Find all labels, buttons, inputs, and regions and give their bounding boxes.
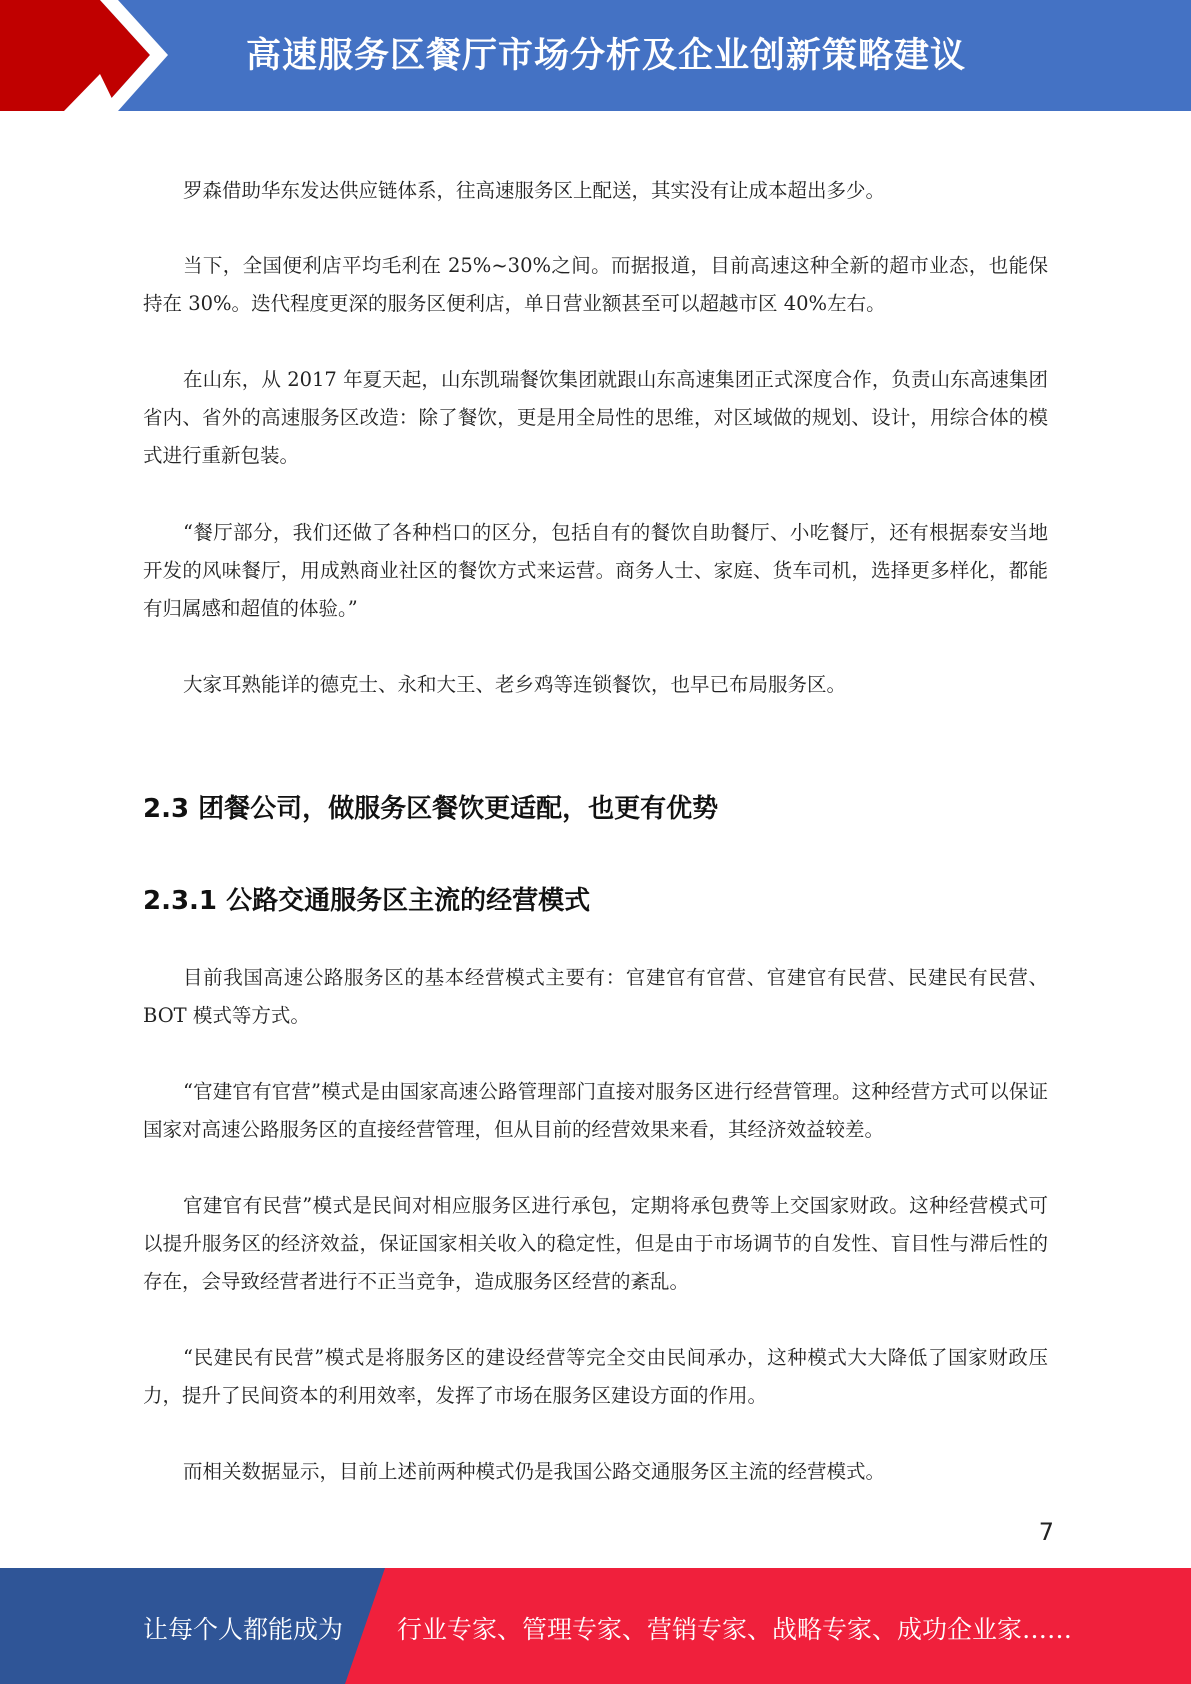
section-heading: 2.3 团餐公司，做服务区餐饮更适配，也更有优势 — [143, 794, 719, 824]
paragraph: “民建民有民营”模式是将服务区的建设经营等完全交由民间承办，这种模式大大降低了国家财政压力，提升了民间资本的利用效率，发挥了市场在服务区建设方面的作用。 — [143, 1346, 1048, 1407]
page-number: 7 — [1038, 1518, 1054, 1546]
page-footer — [0, 1568, 1191, 1684]
paragraph: 罗森借助华东发达供应链体系，往高速服务区上配送，其实没有让成本超出多少。 — [183, 179, 886, 202]
paragraph: 官建官有民营”模式是民间对相应服务区进行承包，定期将承包费等上交国家财政。这种经营模式可以提升服务区的经济效益，保证国家相关收入的稳定性，但是由于市场调节的自发性、盲目性与滞后性的存在，会导致经营者进行不正当竞争，造成服务区经营的紊乱。 — [143, 1194, 1048, 1293]
footer-slogan-left: 让每个人都能成为 — [143, 1615, 344, 1644]
page-header — [0, 0, 1191, 111]
footer-slogan-right: 行业专家、管理专家、营销专家、战略专家、成功企业家…… — [397, 1615, 1073, 1644]
paragraph: “餐厅部分，我们还做了各种档口的区分，包括自有的餐饮自助餐厅、小吃餐厅，还有根据泰安当地开发的风味餐厅，用成熟商业社区的餐饮方式来运营。商务人士、家庭、货车司机，选择更多样化，都能有归属感和超值的体验。” — [143, 521, 1048, 620]
paragraph: 而相关数据显示，目前上述前两种模式仍是我国公路交通服务区主流的经营模式。 — [183, 1460, 886, 1483]
paragraph: “官建官有官营”模式是由国家高速公路管理部门直接对服务区进行经营管理。这种经营方式可以保证国家对高速公路服务区的直接经营管理，但从目前的经营效果来看，其经济效益较差。 — [143, 1080, 1048, 1141]
subsection-heading: 2.3.1 公路交通服务区主流的经营模式 — [143, 886, 591, 916]
paragraph: 大家耳熟能详的德克士、永和大王、老乡鸡等连锁餐饮，也早已布局服务区。 — [183, 673, 847, 696]
paragraph: 目前我国高速公路服务区的基本经营模式主要有：官建官有官营、官建官有民营、民建民有民营、BOT 模式等方式。 — [143, 966, 1048, 1027]
paragraph: 当下，全国便利店平均毛利在 25%~30%之间。而据报道，目前高速这种全新的超市业态，也能保持在 30%。迭代程度更深的服务区便利店，单日营业额甚至可以超越市区 40%左右。 — [143, 254, 1048, 315]
header-title: 高速服务区餐厅市场分析及企业创新策略建议 — [246, 36, 967, 76]
paragraph: 在山东，从 2017 年夏天起，山东凯瑞餐饮集团就跟山东高速集团正式深度合作，负责山东高速集团省内、省外的高速服务区改造：除了餐饮，更是用全局性的思维，对区域做的规划、设计，用综合体的模式进行重新包装。 — [143, 368, 1048, 467]
